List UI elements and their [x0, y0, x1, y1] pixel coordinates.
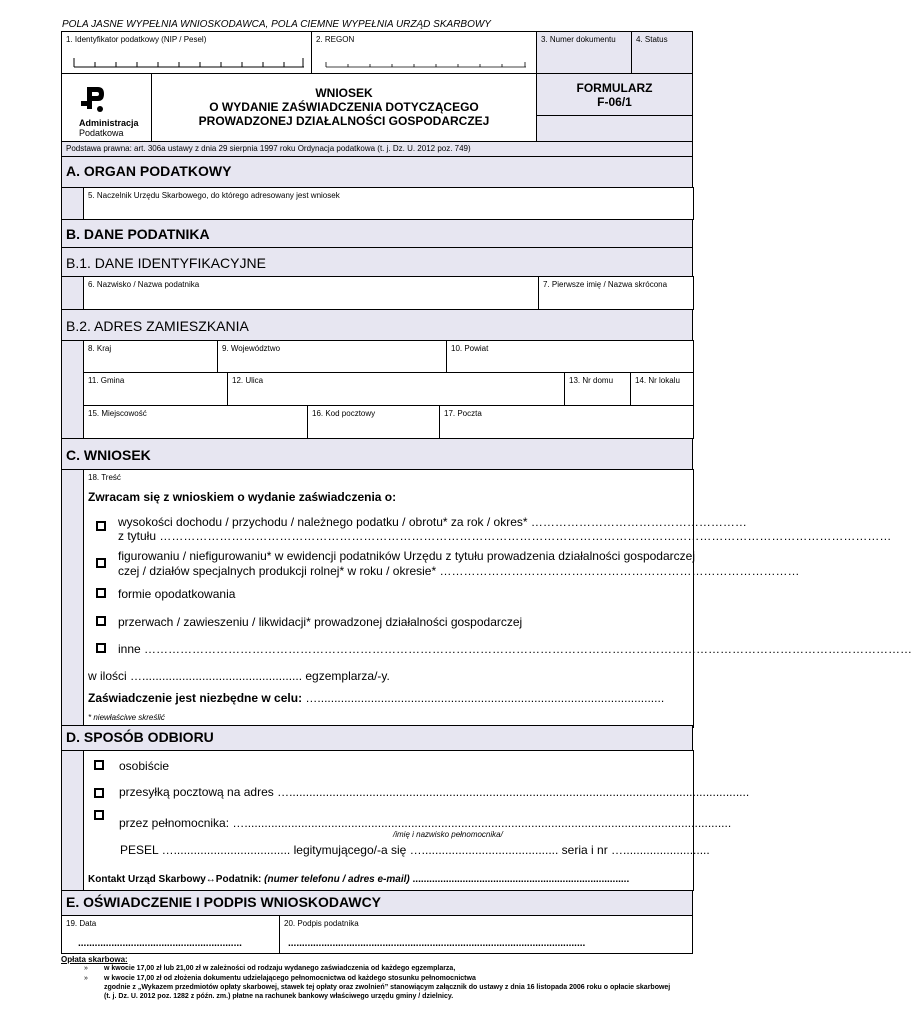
title-line1: WNIOSEK	[315, 86, 373, 100]
field-12[interactable]	[227, 372, 565, 406]
checkbox-suspension[interactable]	[96, 616, 106, 626]
footnote: * niewłaściwe skreślić	[88, 713, 165, 722]
fee-bullet-2: w kwocie 17,00 zł od złożenia dokumentu udzielającego pełnomocnictwa od każdego stosunku pełnomocnictwa	[104, 975, 476, 982]
field-16-label: 16. Kod pocztowy	[312, 409, 376, 418]
section-e-title: E. OŚWIADCZENIE I PODPIS WNIOSKODAWCY	[66, 894, 382, 910]
field-18	[83, 469, 912, 728]
form-code-line1: FORMULARZ	[576, 81, 653, 95]
opt-tax-form: formie opodatkowania	[118, 587, 236, 601]
status-field	[632, 32, 692, 73]
section-b-title: B. DANE PODATNIKA	[66, 226, 210, 242]
fee-bullet-2-mark: »	[84, 975, 88, 982]
regon-field[interactable]	[312, 32, 537, 73]
delivery-by-post: przesyłką pocztową na adres …..........................................................................................................................................	[119, 785, 750, 799]
contact-line	[88, 874, 688, 885]
pesel-line: PESEL …................................... legitymującego/-a się …......................................... seria i nr …..........................	[120, 843, 710, 857]
fee-bullet-1-mark: »	[84, 965, 88, 972]
purpose-dots: …........................................................................................................	[302, 691, 665, 705]
administration-logo-icon	[81, 84, 105, 114]
legal-basis: Podstawa prawna: art. 306a ustawy z dnia 29 sierpnia 1997 roku Ordynacja podatkowa (t. j. Dz. U. 2012 poz. 749)	[66, 144, 471, 153]
request-heading: Zwracam się z wnioskiem o wydanie zaświadczenia o:	[88, 490, 397, 504]
title-line2: O WYDANIE ZAŚWIADCZENIA DOTYCZĄCEGO	[209, 100, 479, 114]
section-a-body	[61, 187, 693, 220]
contact-hint: (numer telefonu / adres e-mail)	[261, 874, 410, 885]
section-b1-body	[61, 276, 693, 310]
field-14[interactable]	[630, 372, 694, 406]
section-d-body	[61, 750, 750, 891]
date-dots: ...........................................................	[78, 938, 242, 949]
checkbox-income[interactable]	[96, 521, 106, 531]
section-b1-title: B.1. DANE IDENTYFIKACYJNE	[66, 255, 266, 271]
field-11[interactable]	[83, 372, 228, 406]
section-a-title: A. ORGAN PODATKOWY	[66, 163, 232, 179]
logo-area	[62, 74, 152, 141]
field-13[interactable]	[564, 372, 631, 406]
form-code	[537, 74, 692, 116]
section-e-header	[61, 890, 693, 916]
nip-label: 1. Identyfikator podatkowy (NIP / Pesel)	[66, 35, 207, 44]
fee-bullet-1: w kwocie 17,00 zł lub 21,00 zł w zależności od rodzaju wydanego zaświadczenia od każdego egzemplarza,	[104, 965, 456, 972]
checkbox-in-person[interactable]	[94, 760, 104, 770]
contact-dots: ..............................................................................	[409, 874, 630, 885]
delivery-in-person: osobiście	[119, 759, 170, 773]
field-10[interactable]	[446, 340, 694, 373]
legal-basis-row	[61, 141, 693, 157]
fee-line-4: (t. j. Dz. U. 2012 poz. 1282 z późn. zm.) płatne na rachunek bankowy właściwego urzędu gminy / dzielnicy.	[104, 993, 454, 1000]
opt-registration-line1: figurowaniu / niefigurowaniu* w ewidencji podatników Urzędu z tytułu prowadzenia działalności gospodarczej	[118, 549, 695, 563]
field-5[interactable]	[83, 187, 694, 220]
copies-line: w ilości …................................................ egzemplarza/-y.	[88, 669, 390, 683]
field-5-label: 5. Naczelnik Urzędu Skarbowego, do którego adresowany jest wniosek	[88, 191, 340, 200]
fee-title: Opłata skarbowa:	[61, 955, 128, 964]
field-12-label: 12. Ulica	[232, 376, 264, 385]
section-d-title: D. SPOSÓB ODBIORU	[66, 729, 214, 745]
form-code-line2: F-06/1	[597, 95, 632, 109]
field-17-label: 17. Poczta	[444, 409, 482, 418]
field-16[interactable]	[307, 405, 440, 439]
title-block	[61, 73, 693, 142]
field-7-label: 7. Pierwsze imię / Nazwa skrócona	[543, 280, 668, 289]
field-6[interactable]	[83, 276, 539, 310]
delivery-by-proxy: przez pełnomocnika: …..................................................................................................................................................	[119, 816, 732, 830]
section-d-header	[61, 725, 693, 751]
form-code-extra	[537, 116, 692, 141]
logo-line2: Podatkowa	[79, 128, 124, 138]
purpose-line	[88, 691, 688, 705]
field-8-label: 8. Kraj	[88, 344, 112, 353]
checkbox-registration[interactable]	[96, 558, 106, 568]
nip-comb	[74, 58, 304, 68]
section-c-header	[61, 438, 693, 470]
checkbox-by-proxy[interactable]	[94, 810, 104, 820]
purpose-label: Zaświadczenie jest niezbędne w celu:	[88, 691, 303, 705]
field-19-label: 19. Data	[66, 919, 97, 928]
checkbox-by-post[interactable]	[94, 788, 104, 798]
opt-income-line1: wysokości dochodu / przychodu / należnego podatku / obrotu* za rok / okres* ………………………………………………	[118, 515, 747, 529]
delivery-method	[83, 750, 750, 891]
top-fields-row	[61, 31, 693, 74]
header-note: POLA JASNE WYPEŁNIA WNIOSKODAWCA, POLA CIEMNE WYPEŁNIA URZĄD SKARBOWY	[62, 19, 491, 30]
title-line3: PROWADZONEJ DZIAŁALNOŚCI GOSPODARCZEJ	[198, 114, 490, 128]
checkbox-other[interactable]	[96, 643, 106, 653]
doc-number-field	[537, 32, 632, 73]
checkbox-tax-form[interactable]	[96, 588, 106, 598]
status-label: 4. Status	[636, 35, 668, 44]
fee-line-3: zgodnie z „Wykazem przedmiotów opłaty skarbowej, stawek tej opłaty oraz zwolnień” stanowiącym załącznik do ustawy z dnia 16 listopada 2006 roku o opłacie skarbowej	[104, 984, 671, 991]
field-8[interactable]	[83, 340, 218, 373]
nip-field[interactable]	[62, 32, 312, 73]
opt-income-line2: z tytułu …………………………………………………………………………………………………………………………………………………………………	[118, 529, 892, 543]
field-13-label: 13. Nr domu	[569, 376, 614, 385]
section-b1-header	[61, 247, 693, 277]
section-e-body	[61, 915, 693, 954]
section-c-body	[61, 469, 912, 728]
field-6-label: 6. Nazwisko / Nazwa podatnika	[88, 280, 200, 289]
field-20-label: 20. Podpis podatnika	[284, 919, 359, 928]
opt-registration-line2: czej / działów specjalnych produkcji rolnej* w roku / okresie* ………………………………………………………………………………	[118, 564, 800, 578]
section-b-header	[61, 219, 693, 248]
section-b2-header	[61, 309, 693, 341]
logo-line1: Administracja	[79, 118, 139, 128]
form-title	[152, 74, 537, 141]
section-b2-body	[61, 340, 693, 439]
field-14-label: 14. Nr lokalu	[635, 376, 680, 385]
regon-comb	[326, 60, 526, 68]
field-7[interactable]	[538, 276, 694, 310]
field-17[interactable]	[439, 405, 694, 439]
opt-other: inne …………………………………………………………………………………………………………………………………………………………………………	[118, 642, 912, 656]
field-15-label: 15. Miejscowość	[88, 409, 147, 418]
field-15[interactable]	[83, 405, 308, 439]
opt-suspension: przerwach / zawieszeniu / likwidacji* prowadzonej działalności gospodarczej	[118, 615, 523, 629]
field-9[interactable]	[217, 340, 447, 373]
section-c-title: C. WNIOSEK	[66, 447, 151, 463]
section-a-header	[61, 156, 693, 188]
field-20[interactable]	[280, 916, 692, 953]
field-10-label: 10. Powiat	[451, 344, 489, 353]
doc-number-label: 3. Numer dokumentu	[541, 35, 616, 44]
field-9-label: 9. Województwo	[222, 344, 281, 353]
section-b2-title: B.2. ADRES ZAMIESZKANIA	[66, 318, 249, 334]
field-19[interactable]	[62, 916, 280, 953]
sign-dots: ...........................................................................................................	[288, 938, 586, 949]
proxy-caption: /imię i nazwisko pełnomocnika/	[393, 830, 503, 839]
regon-label: 2. REGON	[316, 35, 355, 44]
contact-label: Kontakt Urząd Skarbowy↔Podatnik:	[88, 874, 262, 885]
field-18-label: 18. Treść	[88, 473, 121, 482]
field-11-label: 11. Gmina	[88, 376, 125, 385]
